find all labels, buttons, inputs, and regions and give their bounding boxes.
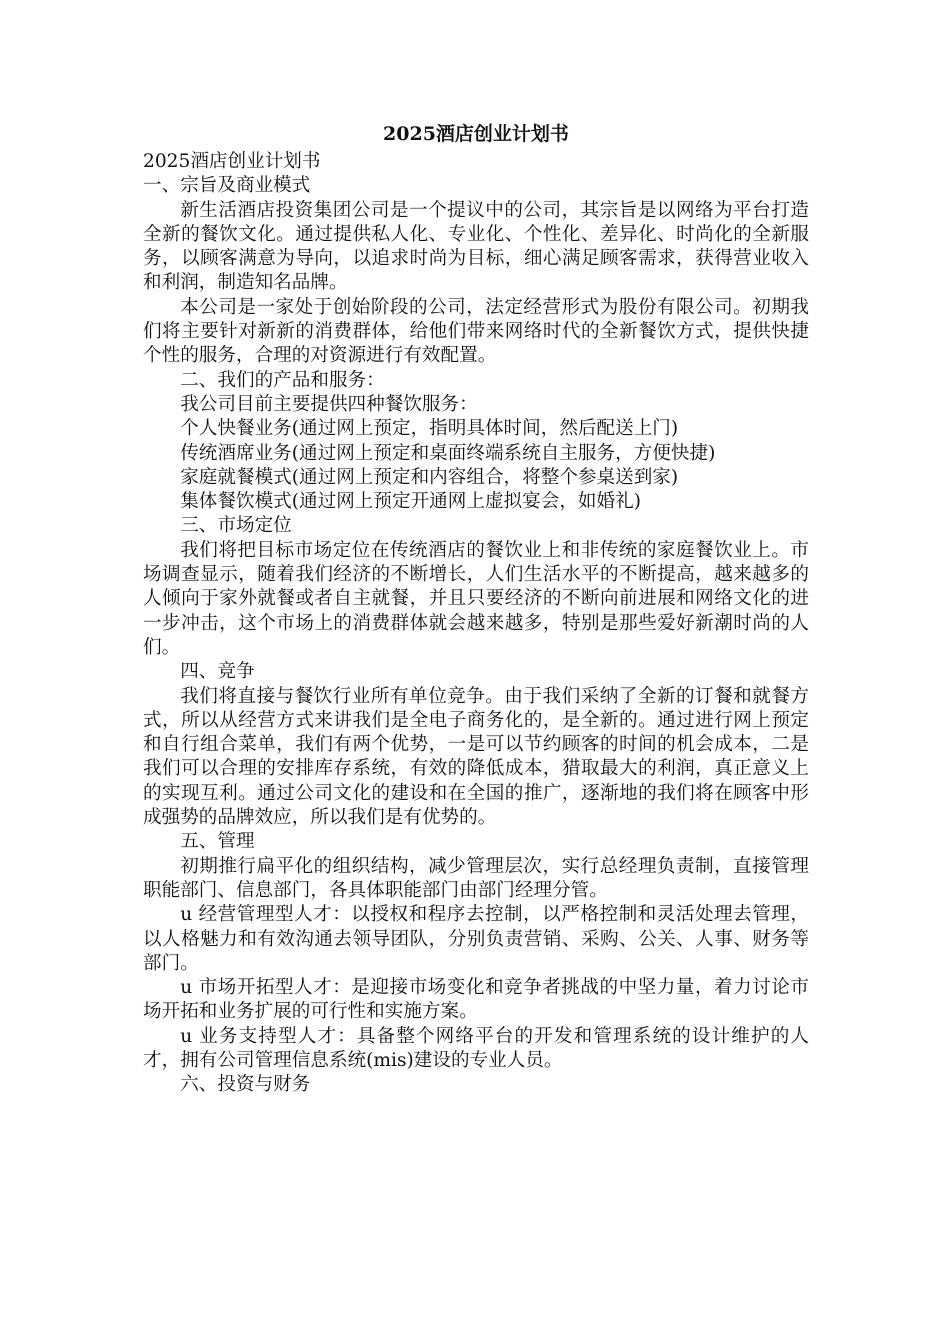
paragraph: 传统酒席业务(通过网上预定和桌面终端系统自主服务，方便快捷) [180,442,716,464]
paragraph: 六、投资与财务 [180,1074,311,1096]
paragraph: 一、宗旨及商业模式 [143,175,311,197]
paragraph: 个人快餐业务(通过网上预定，指明具体时间，然后配送上门) [180,418,679,440]
paragraph: u 市场开拓型人才：是迎接市场变化和竞争者挑战的中坚力量，着力讨论市场开拓和业务扩展的可行性和实施方案。 [143,977,809,1023]
document-page [143,120,809,1098]
paragraph: 三、市场定位 [180,515,292,537]
paragraph: 本公司是一家处于创始阶段的公司，法定经营形式为股份有限公司。初期我们将主要针对新新的消费群体，给他们带来网络时代的全新餐饮方式，提供快捷个性的服务，合理的对资源进行有效配置。 [143,296,809,367]
paragraph: 二、我们的产品和服务： [180,369,385,391]
paragraph: 我公司目前主要提供四种餐饮服务： [180,393,478,415]
document-title: 2025酒店创业计划书 [383,123,569,145]
paragraph: 新生活酒店投资集团公司是一个提议中的公司，其宗旨是以网络为平台打造全新的餐饮文化。通过提供私人化、专业化、个性化、差异化、时尚化的全新服务，以顾客满意为导向，以追求时尚为目标，细心满足顾客需求，获得营业收入和利润，制造知名品牌。 [143,199,809,294]
paragraph: 我们将直接与餐饮行业所有单位竞争。由于我们采纳了全新的订餐和就餐方式，所以从经营方式来讲我们是全电子商务化的，是全新的。通过进行网上预定和自行组合菜单，我们有两个优势，一是可以节约顾客的时间的机会成本，二是我们可以合理的安排库存系统，有效的降低成本，猎取最大的利润，真正意义上的实现互利。通过公司文化的建设和在全国的推广，逐渐地的我们将在顾客中形成强势的品牌效应，所以我们是有优势的。 [143,685,809,829]
paragraph: 2025酒店创业计划书 [143,151,321,172]
paragraph: 四、竞争 [180,661,255,683]
paragraph: 初期推行扁平化的组织结构，减少管理层次，实行总经理负责制，直接管理职能部门、信息部门，各具体职能部门由部门经理分管。 [143,855,809,901]
paragraph: 集体餐饮模式(通过网上预定开通网上虚拟宴会，如婚礼) [180,491,641,513]
paragraph: 家庭就餐模式(通过网上预定和内容组合，将整个参桌送到家) [180,466,679,488]
paragraph: 我们将把目标市场定位在传统酒店的餐饮业上和非传统的家庭餐饮业上。市场调查显示，随着我们经济的不断增长，人们生活水平的不断提高，越来越多的人倾向于家外就餐或者自主就餐，并且只要经济的不断向前进展和网络文化的进一步冲击，这个市场上的消费群体就会越来越多，特别是那些爱好新潮时尚的人们。 [143,539,809,658]
paragraph: u 业务支持型人才：具备整个网络平台的开发和管理系统的设计维护的人才，拥有公司管理信息系统(mis)建设的专业人员。 [143,1025,809,1071]
document-body [143,150,809,1098]
paragraph: u 经营管理型人才：以授权和程序去控制，以严格控制和灵活处理去管理，以人格魅力和有效沟通去领导团队，分别负责营销、采购、公关、人事、财务等部门。 [143,904,809,974]
paragraph: 五、管理 [180,831,255,853]
